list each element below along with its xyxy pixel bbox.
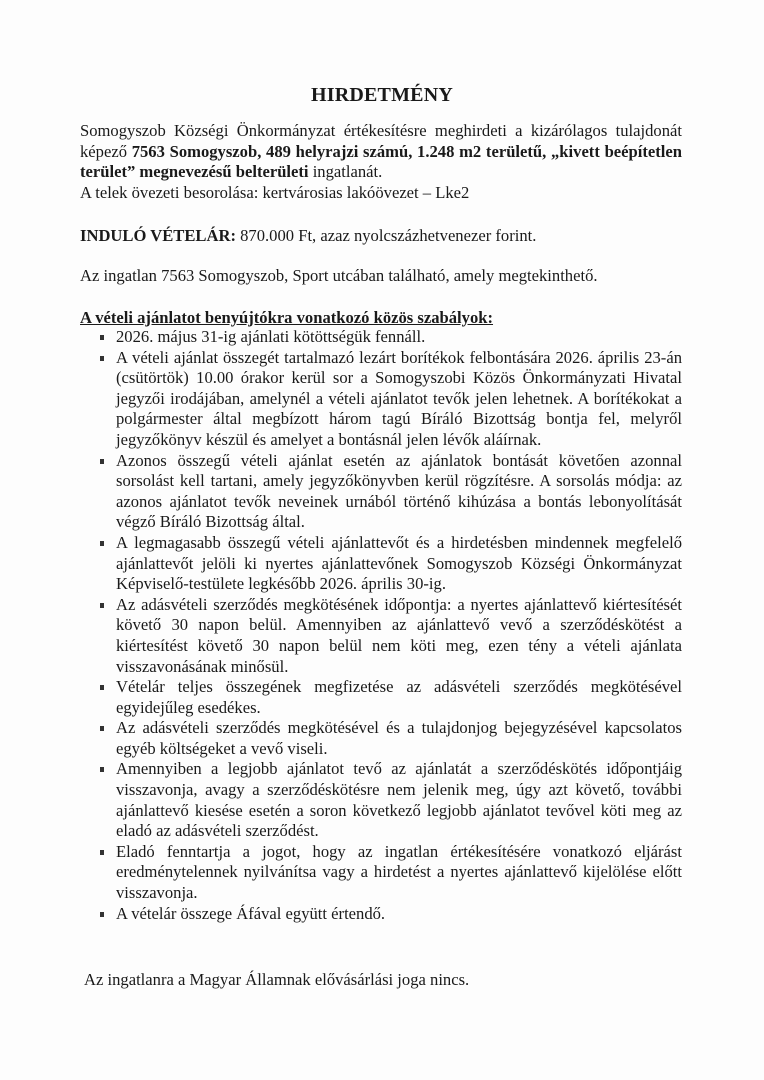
price-label: INDULÓ VÉTELÁR: bbox=[80, 226, 236, 245]
list-item: A vételi ajánlat összegét tartalmazó lezárt borítékok felbontására 2026. április 23-án (csütörtök) 10.00 órakor kerül sor a Somogyszobi Közös Önkormányzati Hivatal jegyzői irodájában, amelynél a vételi ajánlatot tevők jelen lehetnek. A borítékokat a polgármester által megbízott három tagú Bíráló Bizottság bontja fel, melyről jegyzőkönyv készül és amelyet a bontásnál jelen lévők aláírnak. bbox=[80, 348, 682, 451]
list-item: 2026. május 31-ig ajánlati kötöttségük fennáll. bbox=[80, 327, 682, 348]
intro-paragraph bbox=[80, 121, 682, 183]
bullet-icon bbox=[100, 459, 104, 464]
starting-price bbox=[80, 226, 682, 247]
bullet-icon bbox=[100, 356, 104, 361]
list-item: Vételár teljes összegének megfizetése az adásvételi szerződés megkötésével egyidejűleg esedékes. bbox=[80, 677, 682, 718]
page-title: HIRDETMÉNY bbox=[310, 84, 453, 106]
bullet-icon bbox=[100, 850, 104, 855]
zoning-line: A telek övezeti besorolása: kertvárosias lakóövezet – Lke2 bbox=[80, 183, 470, 202]
footer-note: Az ingatlanra a Magyar Államnak elővásárlási joga nincs. bbox=[84, 970, 470, 989]
bullet-icon bbox=[100, 685, 104, 690]
bullet-icon bbox=[100, 603, 104, 608]
bullet-icon bbox=[100, 726, 104, 731]
bullet-icon bbox=[100, 912, 104, 917]
bullet-icon bbox=[100, 767, 104, 772]
price-value: 870.000 Ft, azaz nyolcszázhetvenezer forint. bbox=[235, 226, 537, 245]
list-item: Az adásvételi szerződés megkötésével és a tulajdonjog bejegyzésével kapcsolatos egyéb költségeket a vevő viseli. bbox=[80, 718, 682, 759]
list-item: Azonos összegű vételi ajánlat esetén az ajánlatok bontását követően azonnal sorsolást kell tartani, amely jegyzőkönyvben kerül rögzítésre. A sorsolás módja: az azonos ajánlatot tevők neveinek urnából történő kihúzása a bontás lebonyolítását végző Bíráló Bizottság által. bbox=[80, 451, 682, 533]
intro-text: Somogyszob Községi Önkormányzat értékesítésre meghirdeti a kizárólagos tulajdonát képező bbox=[80, 121, 682, 161]
property-details: 7563 Somogyszob, 489 helyrajzi számú, 1.248 m2 területű, „kivett beépítetlen terület” megnevezésű belterületi bbox=[80, 141, 682, 182]
bullet-icon bbox=[100, 541, 104, 546]
list-item: Eladó fenntartja a jogot, hogy az ingatlan értékesítésére vonatkozó eljárást eredménytelennek nyilvánítsa vagy a hirdetést a nyertes ajánlattevő kijelölése előtt visszavonja. bbox=[80, 842, 682, 904]
intro-text-end: ingatlanát. bbox=[308, 162, 383, 182]
rules-list bbox=[80, 327, 682, 924]
list-item: A legmagasabb összegű vételi ajánlattevőt és a hirdetésben mindennek megfelelő ajánlattevőt jelöli ki nyertes ajánlattevőnek Somogyszob Községi Önkormányzat Képviselő-testülete legkésőbb 2026. április 30-ig. bbox=[80, 533, 682, 595]
bullet-icon bbox=[100, 335, 104, 340]
rules-heading: A vételi ajánlatot benyújtókra vonatkozó közös szabályok: bbox=[80, 308, 494, 327]
list-item: A vételár összege Áfával együtt értendő. bbox=[80, 904, 682, 925]
location-line: Az ingatlan 7563 Somogyszob, Sport utcában található, amely megtekinthető. bbox=[80, 266, 598, 285]
list-item: Amennyiben a legjobb ajánlatot tevő az ajánlatát a szerződéskötés időpontjáig visszavonja, avagy a szerződéskötésre nem jelenik meg, úgy azt követő, további ajánlattevő kiesése esetén a soron következő legjobb ajánlatot tevővel köti meg az eladó az adásvételi szerződést. bbox=[80, 759, 682, 841]
list-item: Az adásvételi szerződés megkötésének időpontja: a nyertes ajánlattevő kiértesítését követő 30 napon belül. Amennyiben az ajánlattevő vevő a szerződéskötést a kiértesítést követő 30 napon belül nem köti meg, ezen tény a vételi ajánlata visszavonásának minősül. bbox=[80, 595, 682, 677]
